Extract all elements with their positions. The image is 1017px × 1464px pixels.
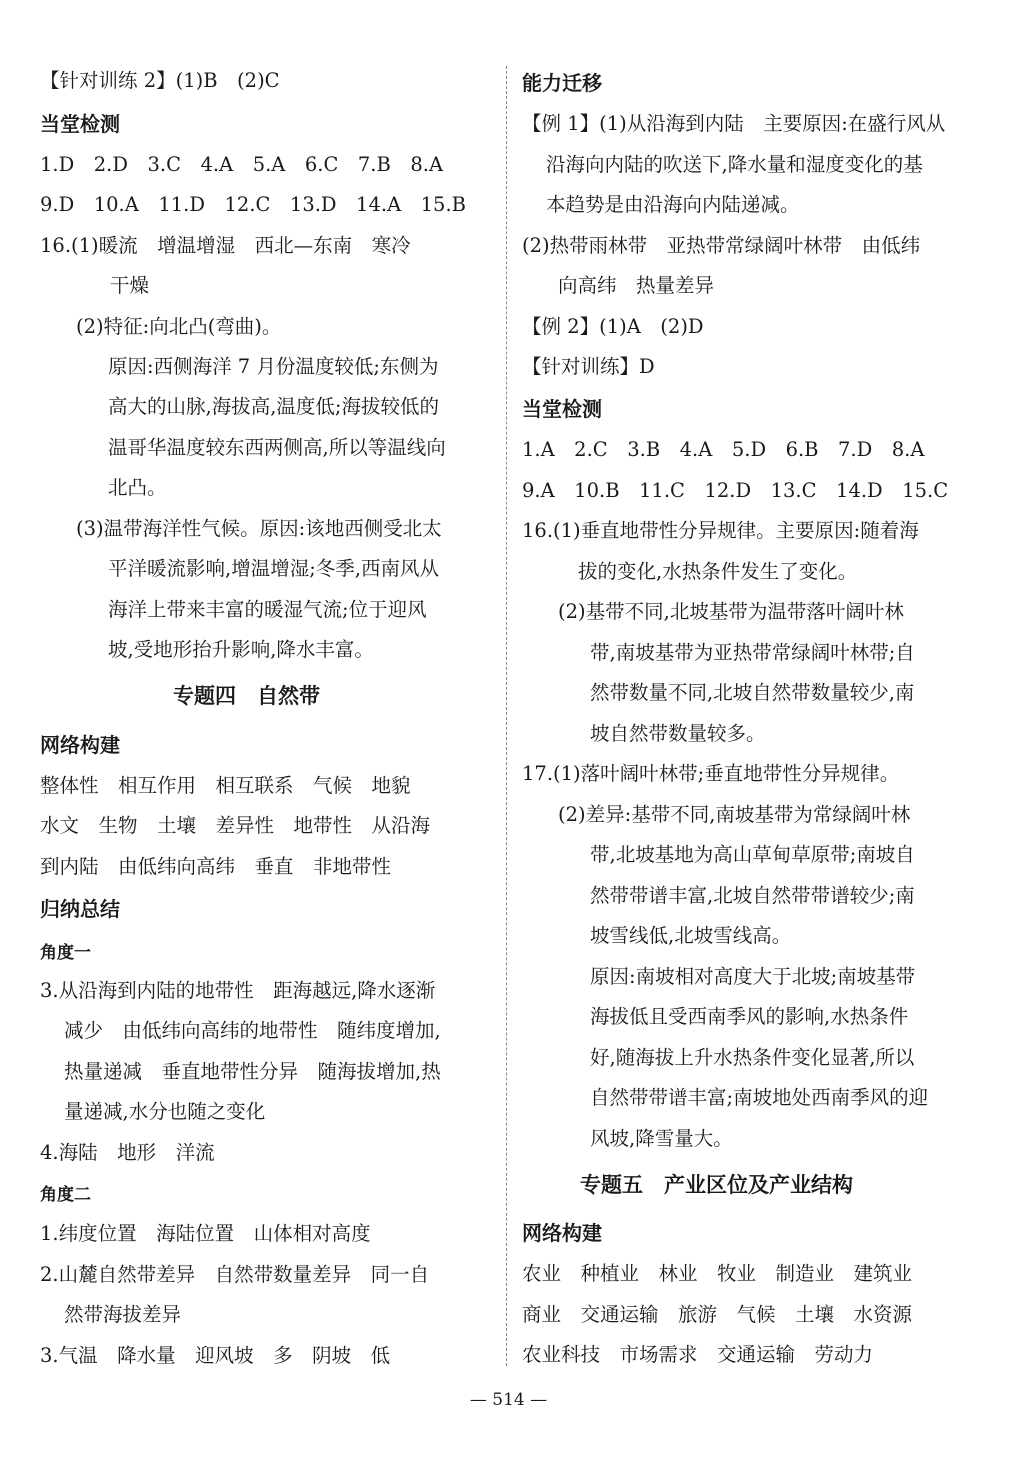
left-line-7: (2)特征:向北凸(弯曲)。 <box>76 315 282 338</box>
right-line-2: 【例 1】(1)从沿海到内陆 主要原因:在盛行风从 <box>522 112 946 135</box>
left-line-30: 2.山麓自然带差异 自然带数量差异 同一自 <box>40 1263 430 1286</box>
left-line-24: 减少 由低纬向高纬的地带性 随纬度增加, <box>64 1019 441 1042</box>
right-line-13: 拔的变化,水热条件发生了变化。 <box>578 560 858 583</box>
left-heading-angle-1: 角度一 <box>40 943 91 963</box>
left-line-5: 16.(1)暖流 增温增湿 西北—东南 寒冷 <box>40 234 411 257</box>
right-line-17: 坡自然带数量较多。 <box>590 722 766 745</box>
left-line-13: 平洋暖流影响,增温增湿;冬季,西南风从 <box>108 557 439 580</box>
right-heading-ability-transfer: 能力迁移 <box>522 71 602 95</box>
left-line-26: 量递减,水分也随之变化 <box>64 1100 266 1123</box>
left-line-32: 3.气温 降水量 迎风坡 多 阴坡 低 <box>40 1344 391 1367</box>
right-line-18: 17.(1)落叶阔叶林带;垂直地带性分异规律。 <box>522 762 900 785</box>
right-line-12: 16.(1)垂直地带性分异规律。主要原因:随着海 <box>522 519 919 542</box>
left-line-9: 高大的山脉,海拔高,温度低;海拔较低的 <box>108 395 439 418</box>
left-line-15: 坡,受地形抬升影响,降水丰富。 <box>108 638 374 661</box>
right-line-32: 农业科技 市场需求 交通运输 劳动力 <box>522 1343 874 1366</box>
right-line-30: 农业 种植业 林业 牧业 制造业 建筑业 <box>522 1262 913 1285</box>
right-line-20: 带,北坡基地为高山草甸草原带;南坡自 <box>590 843 915 866</box>
left-line-1: 【针对训练 2】(1)B (2)C <box>40 69 280 92</box>
right-line-27: 风坡,降雪量大。 <box>590 1127 733 1150</box>
right-line-8: 【针对训练】D <box>522 355 655 378</box>
left-line-8: 原因:西侧海洋 7 月份温度较低;东侧为 <box>108 355 439 378</box>
right-line-14: (2)基带不同,北坡基带为温带落叶阔叶林 <box>558 600 904 623</box>
left-line-14: 海洋上带来丰富的暖湿气流;位于迎风 <box>108 598 427 621</box>
right-line-24: 海拔低且受西南季风的影响,水热条件 <box>590 1005 909 1028</box>
left-line-23: 3.从沿海到内陆的地带性 距海越远,降水逐渐 <box>40 979 436 1002</box>
left-line-25: 热量递减 垂直地带性分异 随海拔增加,热 <box>64 1060 441 1083</box>
left-heading-angle-2: 角度二 <box>40 1185 91 1205</box>
left-line-27: 4.海陆 地形 洋流 <box>40 1141 215 1164</box>
left-line-4: 9.D 10.A 11.D 12.C 13.D 14.A 15.B <box>40 193 466 216</box>
left-line-19: 水文 生物 土壤 差异性 地带性 从沿海 <box>40 814 431 837</box>
left-line-3: 1.D 2.D 3.C 4.A 5.A 6.C 7.B 8.A <box>40 153 444 176</box>
section-title-topic-5: 专题五 产业区位及产业结构 <box>580 1173 853 1197</box>
column-divider <box>506 66 507 1366</box>
right-heading-class-test: 当堂检测 <box>522 397 602 421</box>
right-line-21: 然带带谱丰富,北坡自然带带谱较少;南 <box>590 884 915 907</box>
right-line-10: 1.A 2.C 3.B 4.A 5.D 6.B 7.D 8.A <box>522 438 925 461</box>
left-heading-summary: 归纳总结 <box>40 897 120 921</box>
right-line-15: 带,南坡基带为亚热带常绿阔叶林带;自 <box>590 641 915 664</box>
right-line-16: 然带数量不同,北坡自然带数量较少,南 <box>590 681 915 704</box>
right-line-6: 向高纬 热量差异 <box>558 274 715 297</box>
left-line-18: 整体性 相互作用 相互联系 气候 地貌 <box>40 774 411 797</box>
left-line-6: 干燥 <box>110 274 150 297</box>
right-line-4: 本趋势是由沿海向内陆递减。 <box>546 193 800 216</box>
right-line-23: 原因:南坡相对高度大于北坡;南坡基带 <box>590 965 916 988</box>
right-heading-network: 网络构建 <box>522 1221 602 1245</box>
right-line-26: 自然带带谱丰富;南坡地处西南季风的迎 <box>590 1086 929 1109</box>
left-line-10: 温哥华温度较东西两侧高,所以等温线向 <box>108 436 446 459</box>
left-line-29: 1.纬度位置 海陆位置 山体相对高度 <box>40 1222 371 1245</box>
section-title-topic-4: 专题四 自然带 <box>173 684 320 708</box>
right-line-22: 坡雪线低,北坡雪线高。 <box>590 924 792 947</box>
left-line-31: 然带海拔差异 <box>64 1303 182 1326</box>
right-line-11: 9.A 10.B 11.C 12.D 13.C 14.D 15.C <box>522 479 949 502</box>
right-line-5: (2)热带雨林带 亚热带常绿阔叶林带 由低纬 <box>522 234 921 257</box>
left-heading-class-test: 当堂检测 <box>40 112 120 136</box>
page-number: — 514 — <box>469 1390 548 1410</box>
right-line-3: 沿海向内陆的吹送下,降水量和湿度变化的基 <box>546 153 923 176</box>
left-line-20: 到内陆 由低纬向高纬 垂直 非地带性 <box>40 855 392 878</box>
right-line-31: 商业 交通运输 旅游 气候 土壤 水资源 <box>522 1303 913 1326</box>
right-line-25: 好,随海拔上升水热条件变化显著,所以 <box>590 1046 915 1069</box>
left-line-12: (3)温带海洋性气候。原因:该地西侧受北太 <box>76 517 442 540</box>
right-line-7: 【例 2】(1)A (2)D <box>522 315 704 338</box>
left-line-11: 北凸。 <box>108 476 167 499</box>
right-line-19: (2)差异:基带不同,南坡基带为常绿阔叶林 <box>558 803 911 826</box>
left-heading-network: 网络构建 <box>40 733 120 757</box>
